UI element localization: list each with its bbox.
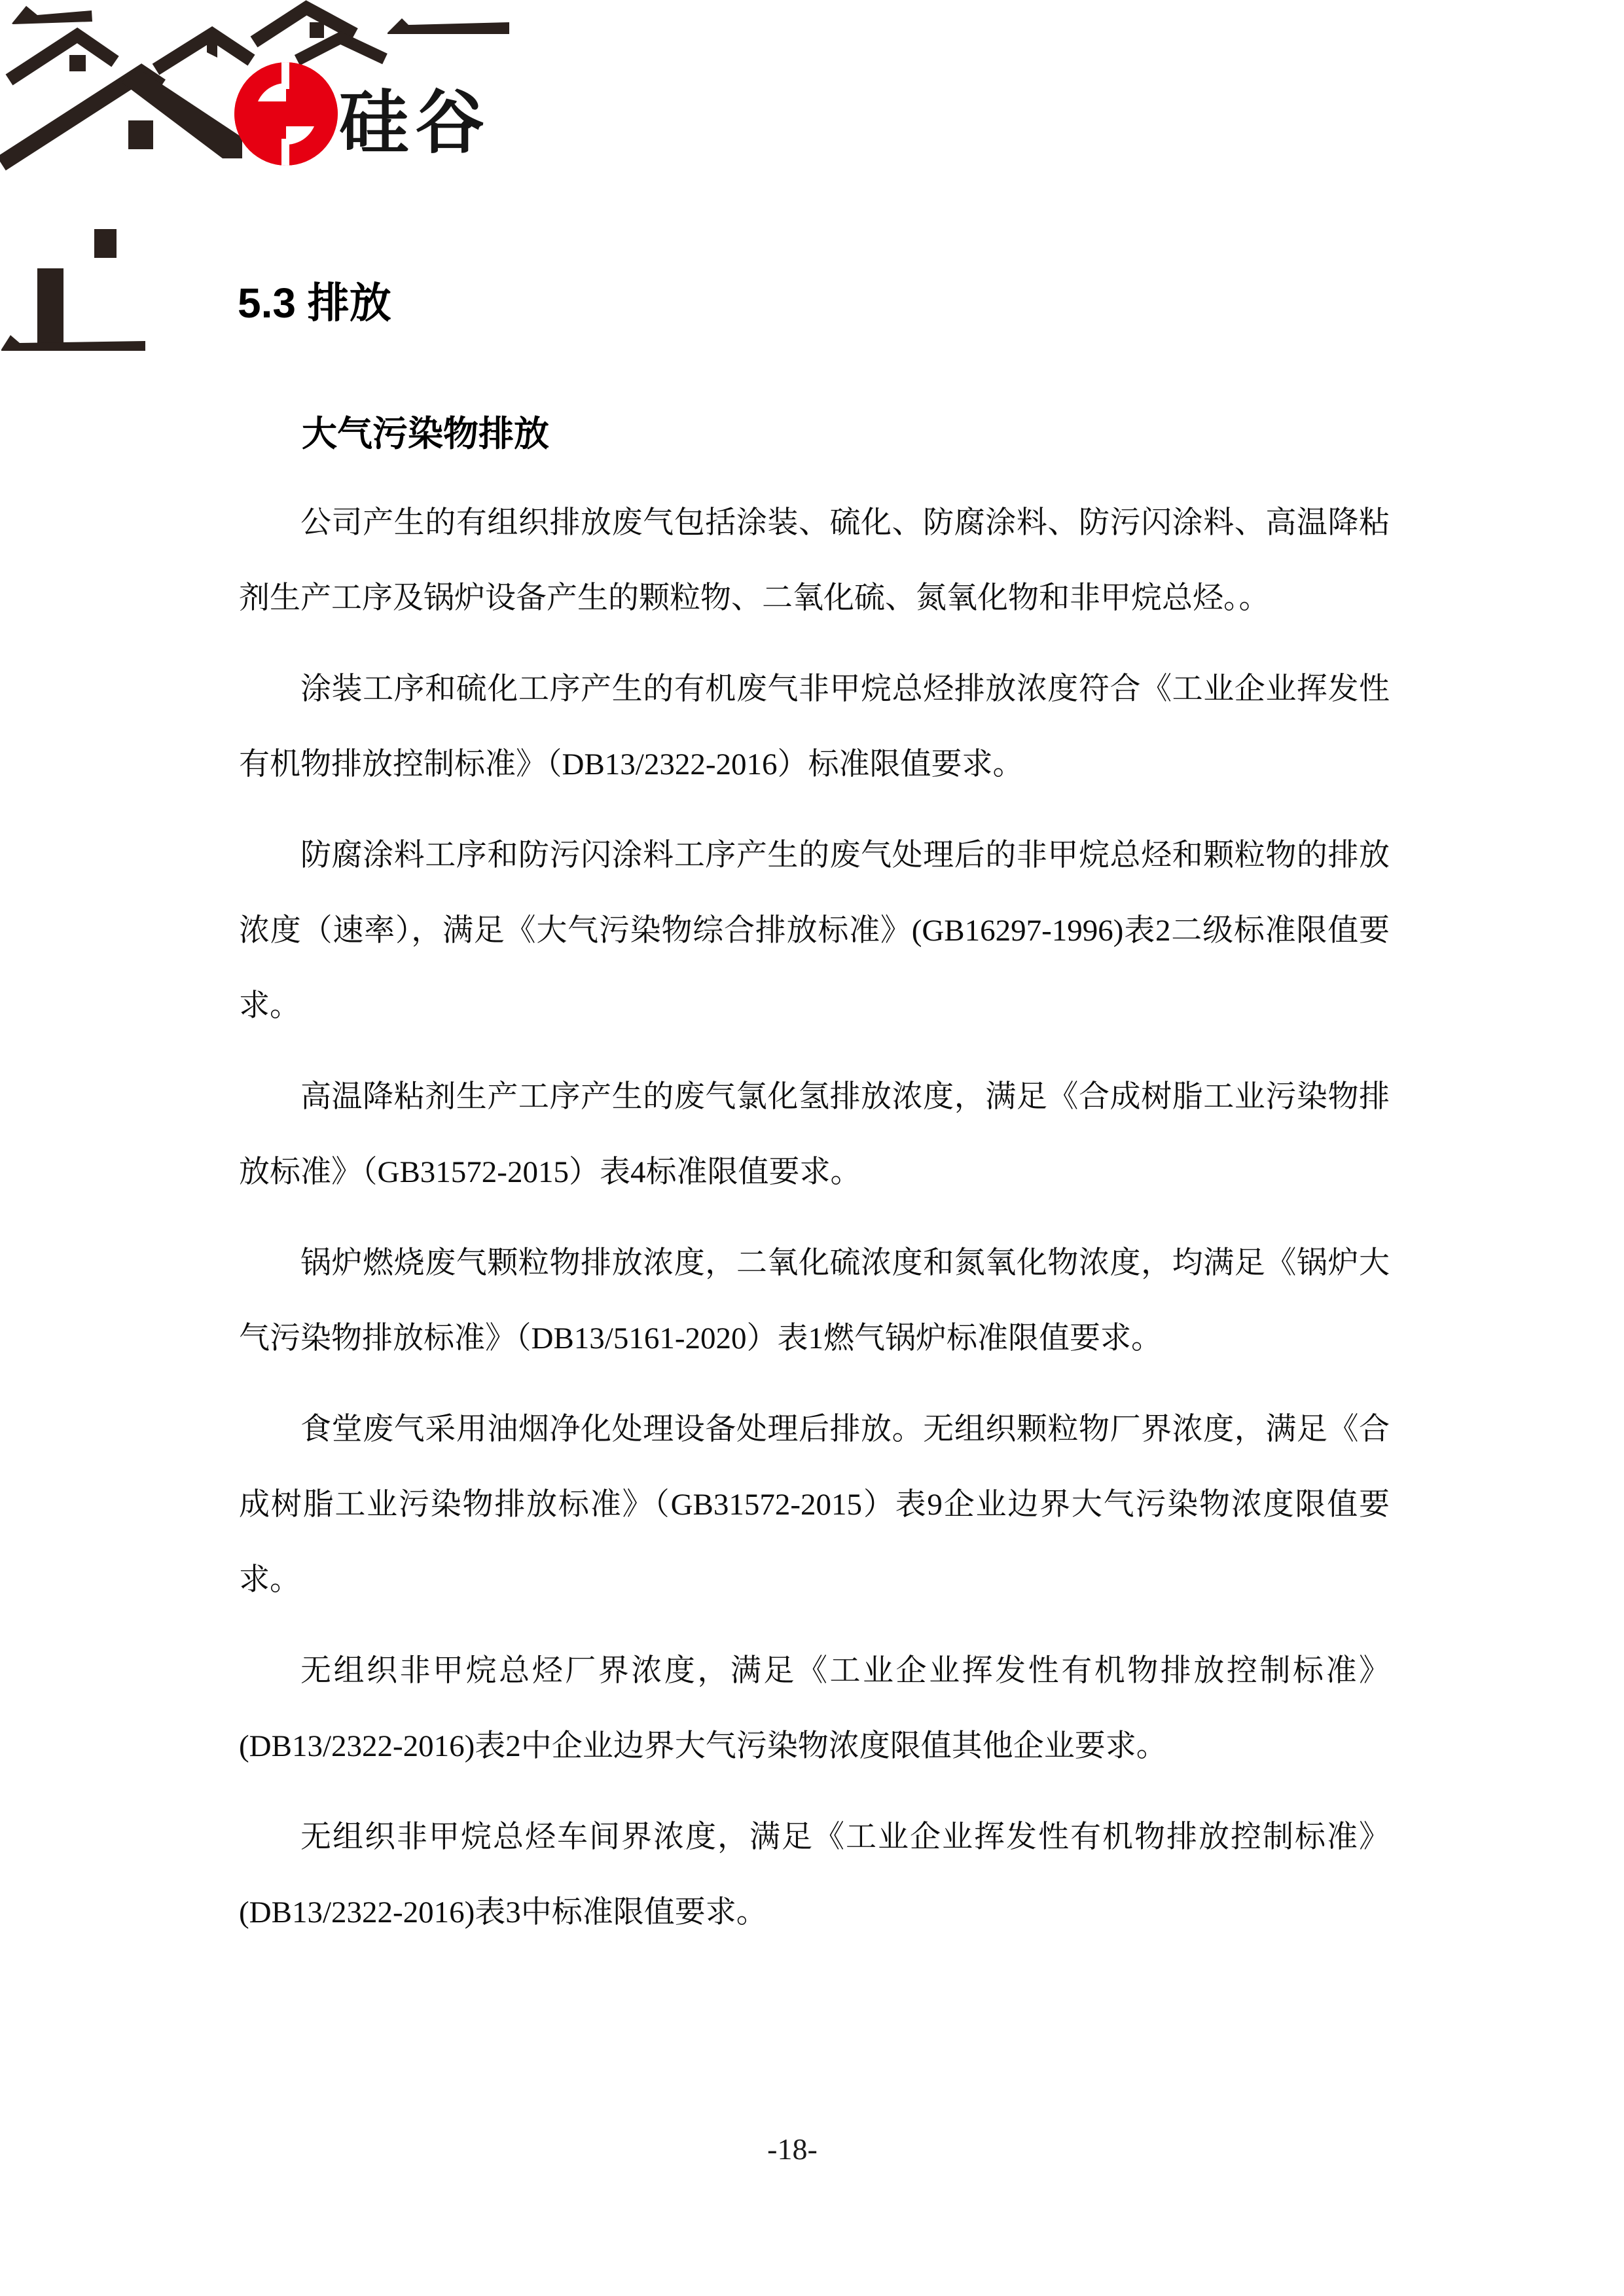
paragraph: 公司产生的有组织排放废气包括涂装、硫化、防腐涂料、防污闪涂料、高温降粘剂生产工序及锅炉设备产生的颗粒物、二氧化硫、氮氧化物和非甲烷总烃。。	[239, 506, 1390, 615]
section-heading: 5.3 排放	[238, 279, 391, 327]
paragraph: 防腐涂料工序和防污闪涂料工序产生的废气处理后的非甲烷总烃和颗粒物的排放浓度（速率），满足《大气污染物综合排放标准》(GB16297-1996)表2二级标准限值要求。	[239, 838, 1390, 1023]
logo-base-bar	[1, 335, 145, 351]
page-number: -18-	[767, 2132, 818, 2166]
paragraph: 食堂废气采用油烟净化处理设备处理后排放。无组织颗粒物厂界浓度，满足《合成树脂工业污染物排放标准》（GB31572-2015）表9企业边界大气污染物浓度限值要求。	[239, 1412, 1390, 1597]
paragraph: 无组织非甲烷总烃车间界浓度，满足《工业企业挥发性有机物排放控制标准》(DB13/2322-2016)表3中标准限值要求。	[239, 1820, 1390, 1929]
paragraph: 锅炉燃烧废气颗粒物排放浓度，二氧化硫浓度和氮氧化物浓度，均满足《锅炉大气污染物排放标准》（DB13/5161-2020）表1燃气锅炉标准限值要求。	[239, 1246, 1390, 1355]
paragraph: 无组织非甲烷总烃厂界浓度，满足《工业企业挥发性有机物排放控制标准》(DB13/2322-2016)表2中企业边界大气污染物浓度限值其他企业要求。	[239, 1654, 1390, 1763]
paragraph: 涂装工序和硫化工序产生的有机废气非甲烷总烃排放浓度符合《工业企业挥发性有机物排放控制标准》（DB13/2322-2016）标准限值要求。	[239, 672, 1390, 781]
logo-chimney	[37, 268, 63, 343]
subsection-heading: 大气污染物排放	[302, 414, 549, 454]
document-body	[239, 416, 1390, 1966]
logo-s-emblem	[234, 58, 338, 170]
logo-brand-text: 硅谷	[339, 84, 491, 162]
logo-window-square	[94, 229, 117, 258]
paragraph: 高温降粘剂生产工序产生的废气氯化氢排放浓度，满足《合成树脂工业污染物排放标准》（GB31572-2015）表4标准限值要求。	[239, 1080, 1390, 1189]
